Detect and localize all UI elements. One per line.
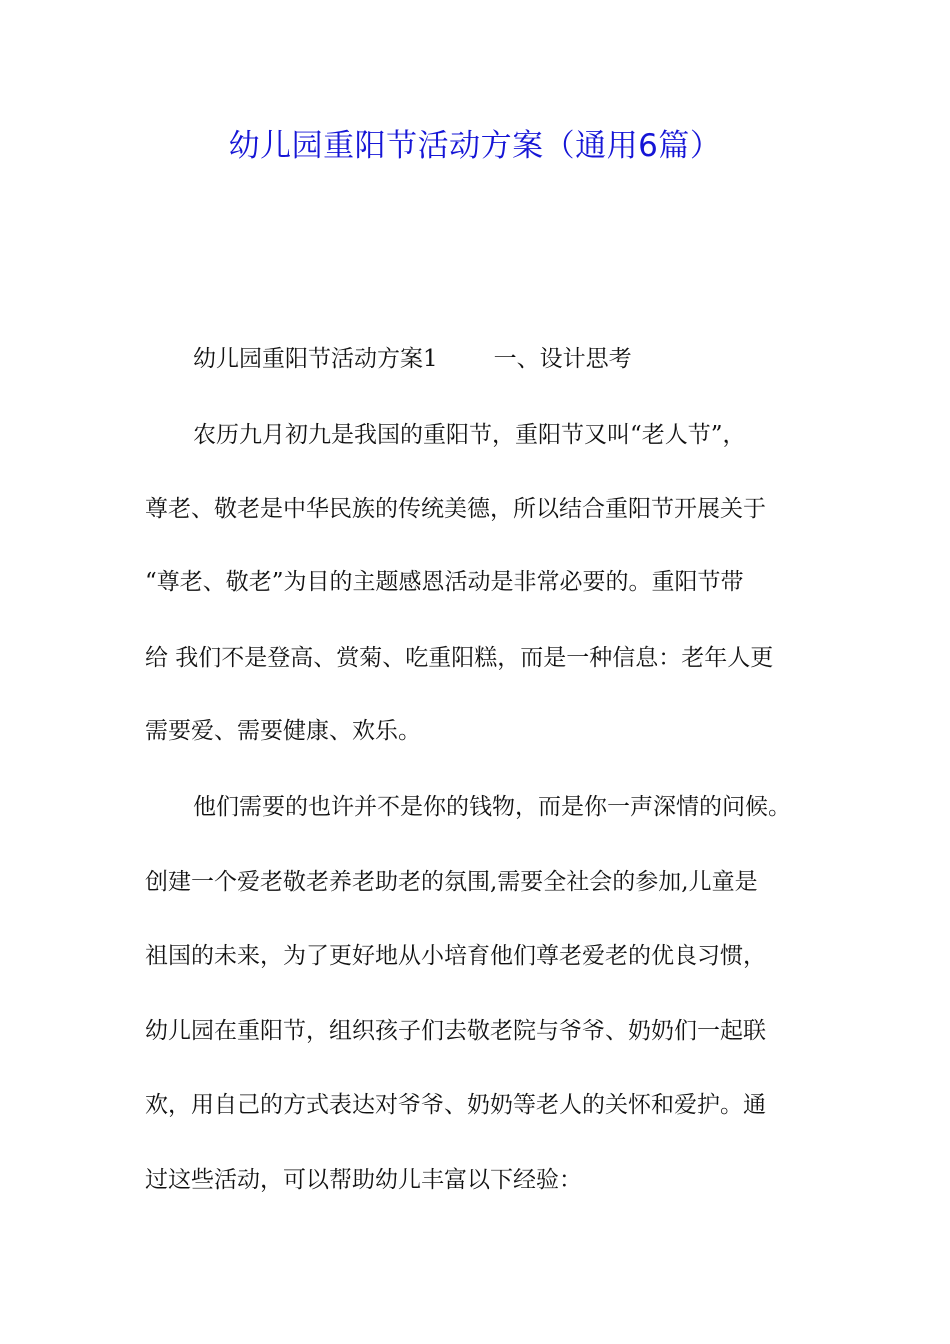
paragraph-line: 祖国的未来，为了更好地从小培育他们尊老爱老的优良习惯，: [145, 943, 766, 969]
paragraph-line: 需要爱、需要健康、欢乐。: [145, 718, 421, 744]
paragraph-line: 尊老、敬老是中华民族的传统美德，所以结合重阳节开展关于: [145, 496, 766, 522]
paragraph-line: 过这些活动，可以帮助幼儿丰富以下经验：: [145, 1167, 582, 1193]
paragraph-line: 创建一个爱老敬老养老助老的氛围,需要全社会的参加,儿童是: [145, 869, 758, 895]
plan-heading: 幼儿园重阳节活动方案1: [193, 346, 438, 372]
paragraph-line: 农历九月初九是我国的重阳节，重阳节又叫“老人节”，: [193, 422, 746, 448]
document-title: 幼儿园重阳节活动方案（通用6篇）: [228, 128, 722, 164]
paragraph-line: “尊老、敬老”为目的主题感恩活动是非常必要的。重阳节带: [145, 569, 744, 595]
paragraph-line: 幼儿园在重阳节，组织孩子们去敬老院与爷爷、奶奶们一起联: [145, 1018, 766, 1044]
paragraph-line: 欢，用自己的方式表达对爷爷、奶奶等老人的关怀和爱护。通: [145, 1092, 766, 1118]
paragraph-line: 他们需要的也许并不是你的钱物，而是你一声深情的问候。: [193, 794, 791, 820]
paragraph-line: 给 我们不是登高、赏菊、吃重阳糕，而是一种信息：老年人更: [145, 645, 774, 671]
section-subheading: 一、设计思考: [493, 346, 632, 372]
section-heading-line: [193, 344, 873, 374]
